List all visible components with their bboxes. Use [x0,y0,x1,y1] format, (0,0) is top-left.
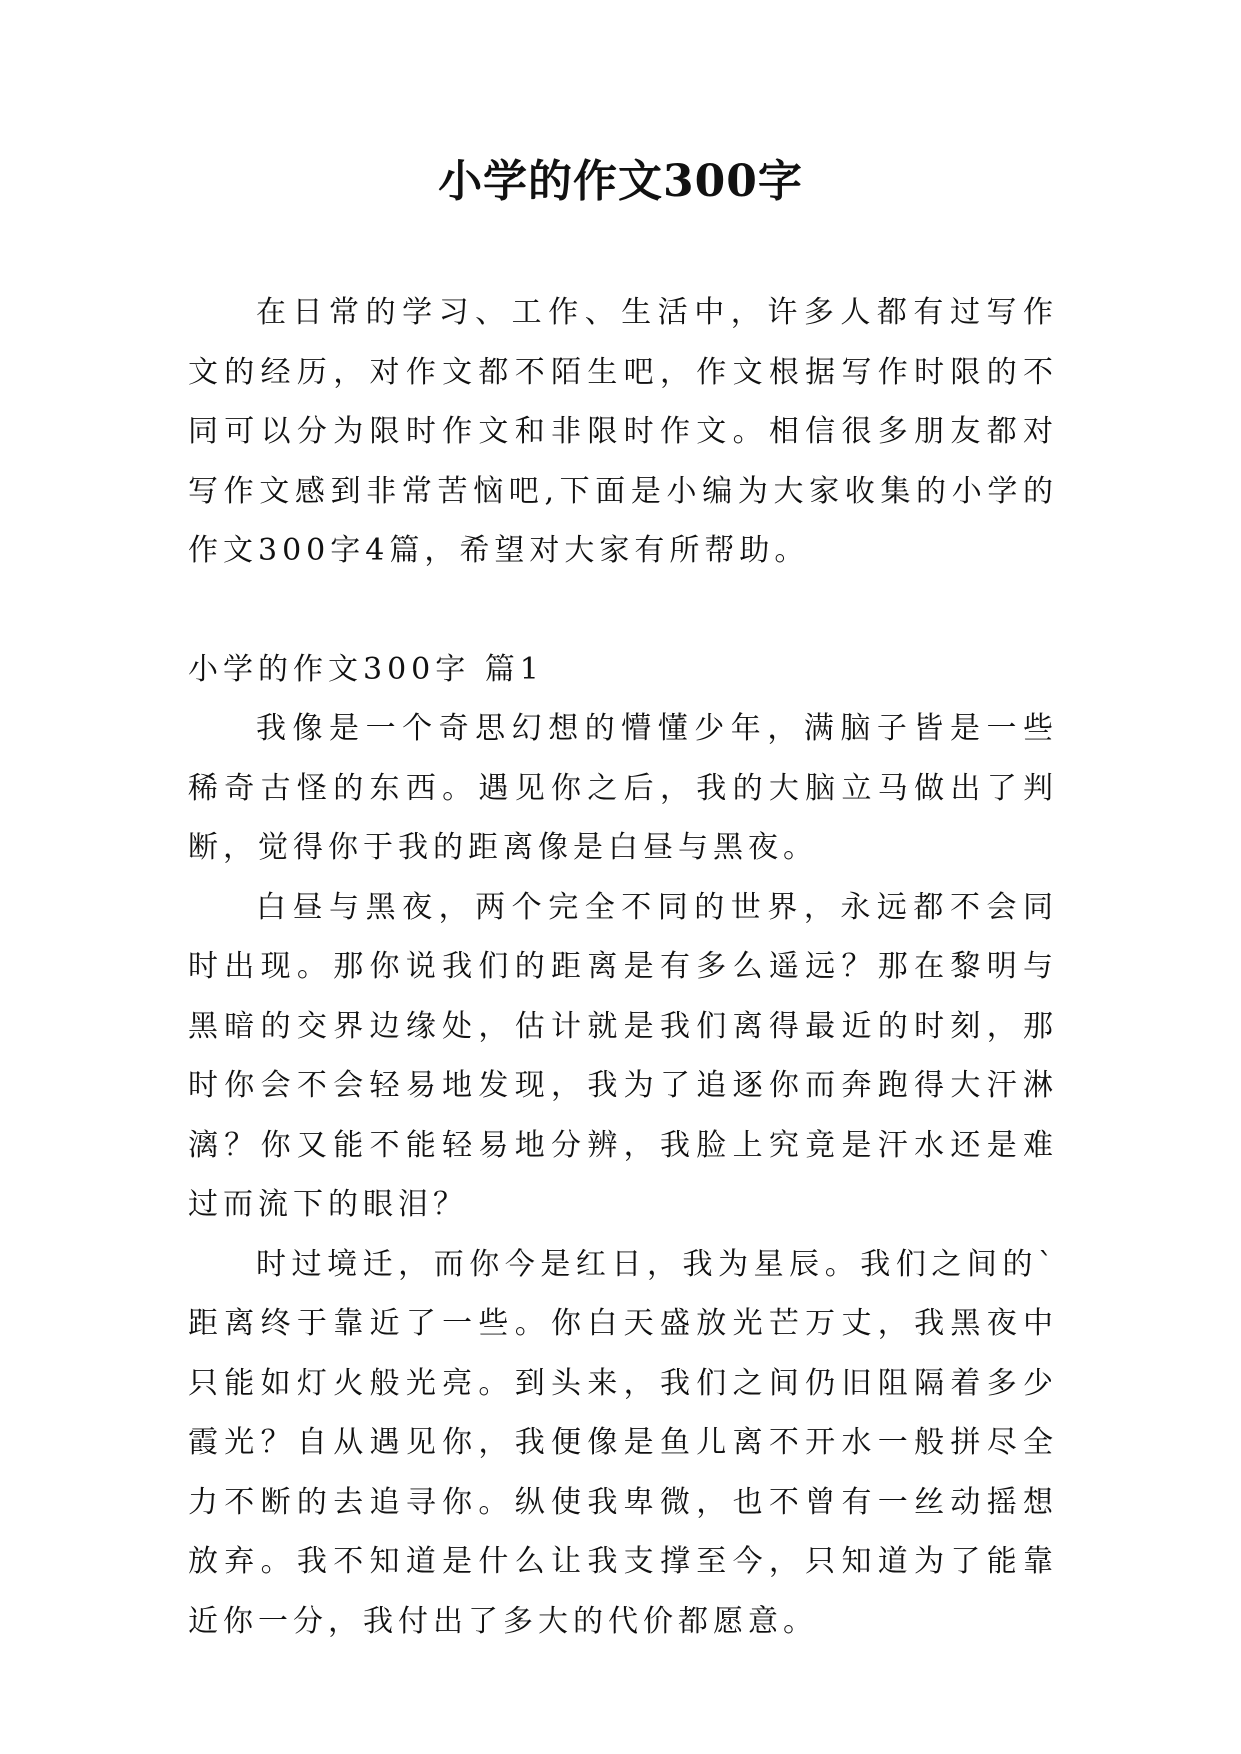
document-body [188,283,1058,1651]
paragraph-spacer [188,581,1058,640]
body-paragraph-3: 时过境迁，而你今是红日，我为星辰。我们之间的`距离终于靠近了一些。你白天盛放光芒万丈，我黑夜中只能如灯火般光亮。到头来，我们之间仍旧阻隔着多少霞光？自从遇见你，我便像是鱼儿离不开水一般拼尽全力不断的去追寻你。纵使我卑微，也不曾有一丝动摇想放弃。我不知道是什么让我支撑至今，只知道为了能靠近你一分，我付出了多大的代价都愿意。 [188,1246,1058,1639]
body-paragraph-2: 白昼与黑夜，两个完全不同的世界，永远都不会同时出现。那你说我们的距离是有多么遥远？那在黎明与黑暗的交界边缘处，估计就是我们离得最近的时刻，那时你会不会轻易地发现，我为了追逐你而奔跑得大汗淋漓？你又能不能轻易地分辨，我脸上究竟是汗水还是难过而流下的眼泪？ [188,889,1058,1222]
section-heading: 小学的作文300字 篇1 [188,651,544,687]
intro-paragraph: 在日常的学习、工作、生活中，许多人都有过写作文的经历，对作文都不陌生吧，作文根据写作时限的不同可以分为限时作文和非限时作文。相信很多朋友都对写作文感到非常苦恼吧,下面是小编为大家收集的小学的作文300字4篇，希望对大家有所帮助。 [188,295,1058,568]
body-paragraph-1: 我像是一个奇思幻想的懵懂少年，满脑子皆是一些稀奇古怪的东西。遇见你之后，我的大脑立马做出了判断，觉得你于我的距离像是白昼与黑夜。 [188,711,1058,865]
document-title: 小学的作文300字 [438,156,803,207]
